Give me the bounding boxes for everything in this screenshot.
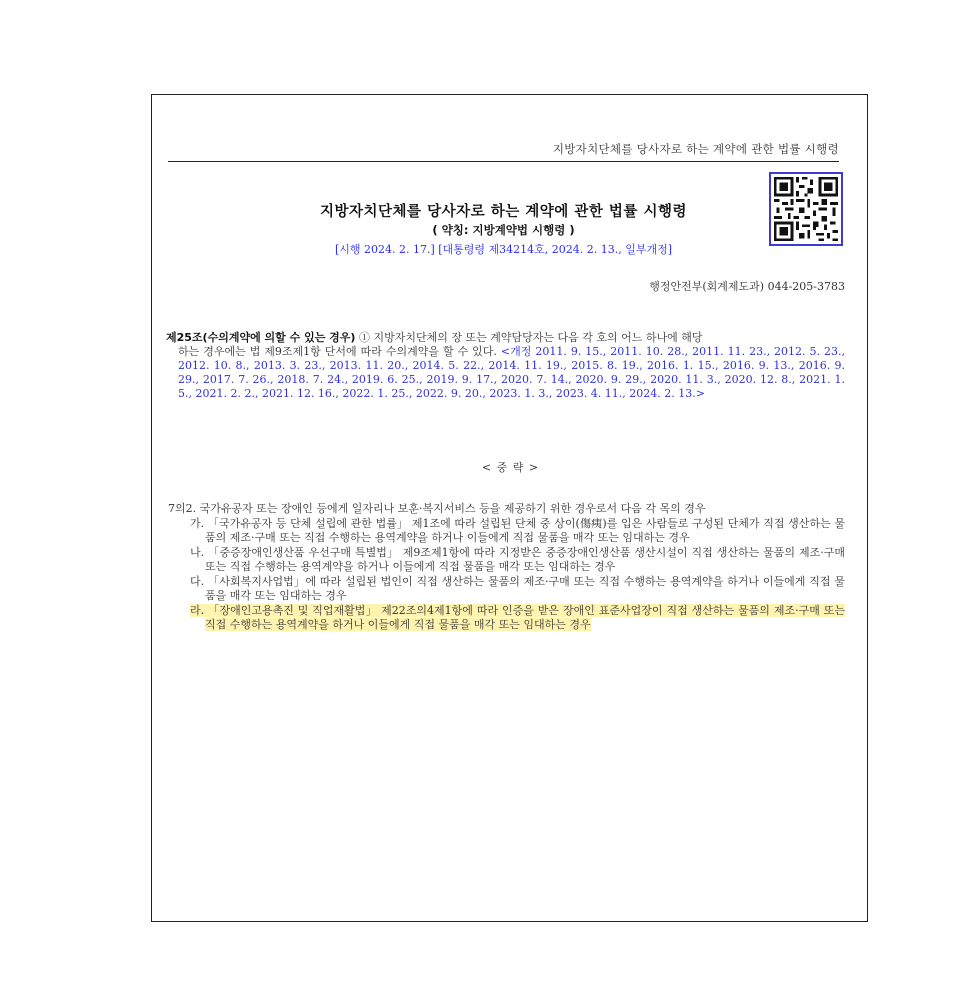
running-header: 지방자치단체를 당사자로 하는 계약에 관한 법률 시행령 — [168, 141, 839, 162]
clause-text: 7의2. 국가유공자 또는 장애인 등에게 일자리나 보훈·복지서비스 등을 제공하기 위한 경우로서 다음 각 목의 경우 — [168, 502, 706, 515]
omission-marker: < 중 략 > — [481, 461, 540, 474]
document-page — [151, 94, 868, 922]
sub-item-na: 나. 「중증장애인생산품 우선구매 특별법」 제9조제1항에 따라 지정받은 중증장애인생산품 생산시설이 직접 생산하는 물품의 제조·구매 또는 직접 수행하는 용역계약을 하거나 이들에게 직접 물품을 매각 또는 임대하는 경우 — [190, 545, 845, 573]
sub-item-da: 다. 「사회복지사업법」에 따라 설립된 법인이 직접 생산하는 물품의 제조·구매 또는 직접 수행하는 용역계약을 하거나 이들에게 직접 물품을 매각 또는 임대하는 경우 — [190, 574, 845, 602]
ministry-contact: 행정안전부(회계제도과) 044-205-3783 — [649, 280, 845, 293]
highlighted-text: 라. 「장애인고용촉진 및 직업재활법」 제22조의4제1항에 따라 인증을 받은 장애인 표준사업장이 직접 생산하는 물품의 제조·구매 또는 직접 수행하는 용역계약을 하거나 이들에게 직접 물품을 매각 또는 임대하는 경우 — [190, 603, 845, 631]
document-alias: ( 약칭: 지방계약법 시행령 ) — [432, 223, 575, 237]
sub-item-ra-highlighted — [168, 604, 845, 633]
article-title: 제25조(수의계약에 의할 수 있는 경우) — [166, 331, 356, 344]
article-25 — [166, 331, 845, 401]
enforcement-info[interactable]: [시행 2024. 2. 17.] [대통령령 제34214호, 2024. 2. 13., 일부개정] — [334, 243, 673, 256]
clause-7-2 — [168, 491, 845, 633]
document-title: 지방자치단체를 당사자로 하는 계약에 관한 법률 시행령 — [320, 204, 687, 220]
amendment-history-link[interactable]: <개정 2011. 9. 15., 2011. 10. 28., 2011. 11. 23., 2012. 5. 23., 2012. 10. 8., 2013. 3. 23., 2013. 11. 20., 2014. 5. 22., 2014. 11. 19., 2015. 8. 19., 2016. 1. 15., 2016. 9. 13., 2016. 9. 29., 2017. 7. 26., 2018. 7. 24., 2019. 6. 25., 2019. 9. 17., 2020. 7. 14., 2020. 9. 29., 2020. 11. 3., 2020. 12. 8., 2021. 1. 5., 2021. 2. 2., 2021. 12. 16., 2022. 1. 25., 2022. 9. 20., 2023. 1. 3., 2023. 4. 11., 2024. 2. 13.> — [178, 345, 845, 400]
article-body-rest: 하는 경우에는 법 제9조제1항 단서에 따라 수의계약을 할 수 있다. — [178, 345, 501, 358]
article-body-continued — [166, 345, 845, 401]
sub-item-ga: 가. 「국가유공자 등 단체 설립에 관한 법률」 제1조에 따라 설립된 단체 중 상이(傷痍)를 입은 사람들로 구성된 단체가 직접 생산하는 물품의 제조·구매 또는 직접 수행하는 용역계약을 하거나 이들에게 직접 물품을 매각 또는 임대하는 경우 — [190, 516, 845, 544]
article-body-first: ① 지방자치단체의 장 또는 계약담당자는 다음 각 호의 어느 하나에 해당 — [355, 331, 703, 344]
